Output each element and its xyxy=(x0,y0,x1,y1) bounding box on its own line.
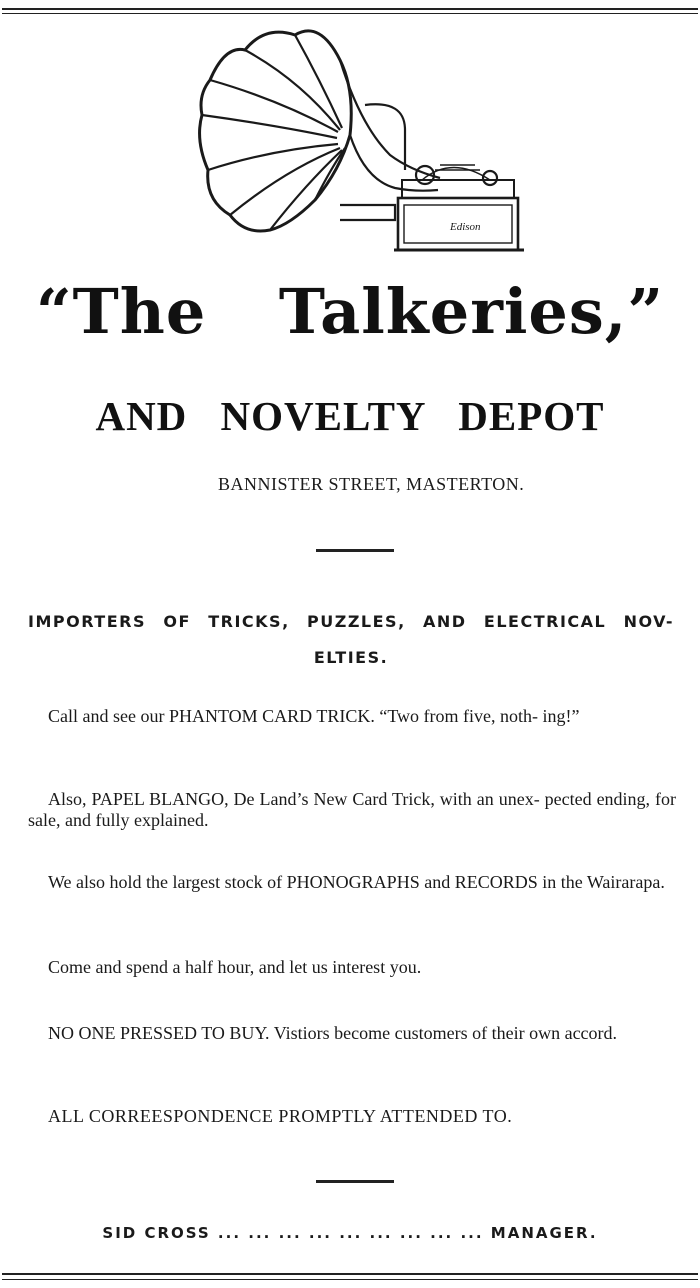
phonograph-illustration xyxy=(190,20,540,265)
section-divider xyxy=(316,549,394,552)
ad-paragraph-invitation: Come and spend a half hour, and let us interest you. xyxy=(48,957,422,977)
manager-signature: SID CROSS ... ... ... ... ... ... ... ... ... MANAGER. xyxy=(102,1224,598,1242)
ad-paragraph-no-pressure: NO ONE PRESSED TO BUY. Vistiors become customers of their own accord. xyxy=(48,1023,618,1043)
bottom-border-rule-inner xyxy=(2,1279,698,1280)
shop-address: BANNISTER STREET, MASTERTON. xyxy=(218,474,525,494)
importers-heading: IMPORTERS OF TRICKS, PUZZLES, AND ELECTRICAL NOV- ELTIES. xyxy=(28,612,674,667)
ad-title: “The Talkeries,” xyxy=(35,275,665,348)
bottom-border-rule xyxy=(2,1273,698,1275)
top-border-rule xyxy=(2,8,698,10)
ad-paragraph-correspondence: ALL CORREESPONDENCE PROMPTLY ATTENDED TO. xyxy=(48,1106,513,1126)
section-divider-bottom xyxy=(316,1180,394,1183)
ad-paragraph-papel-blango: Also, PAPEL BLANGO, De Land’s New Card Trick, with an unex- pected ending, for sale, and fully explained. xyxy=(28,789,676,830)
ad-subtitle: AND NOVELTY DEPOT xyxy=(95,393,605,439)
top-border-rule-inner xyxy=(2,13,698,14)
svg-text:Edison: Edison xyxy=(450,221,481,233)
ad-paragraph-phonographs: We also hold the largest stock of PHONOGRAPHS and RECORDS in the Wairarapa. xyxy=(48,872,665,892)
ad-paragraph-phantom-card-trick: Call and see our PHANTOM CARD TRICK. “Two from five, noth- ing!” xyxy=(48,706,580,726)
